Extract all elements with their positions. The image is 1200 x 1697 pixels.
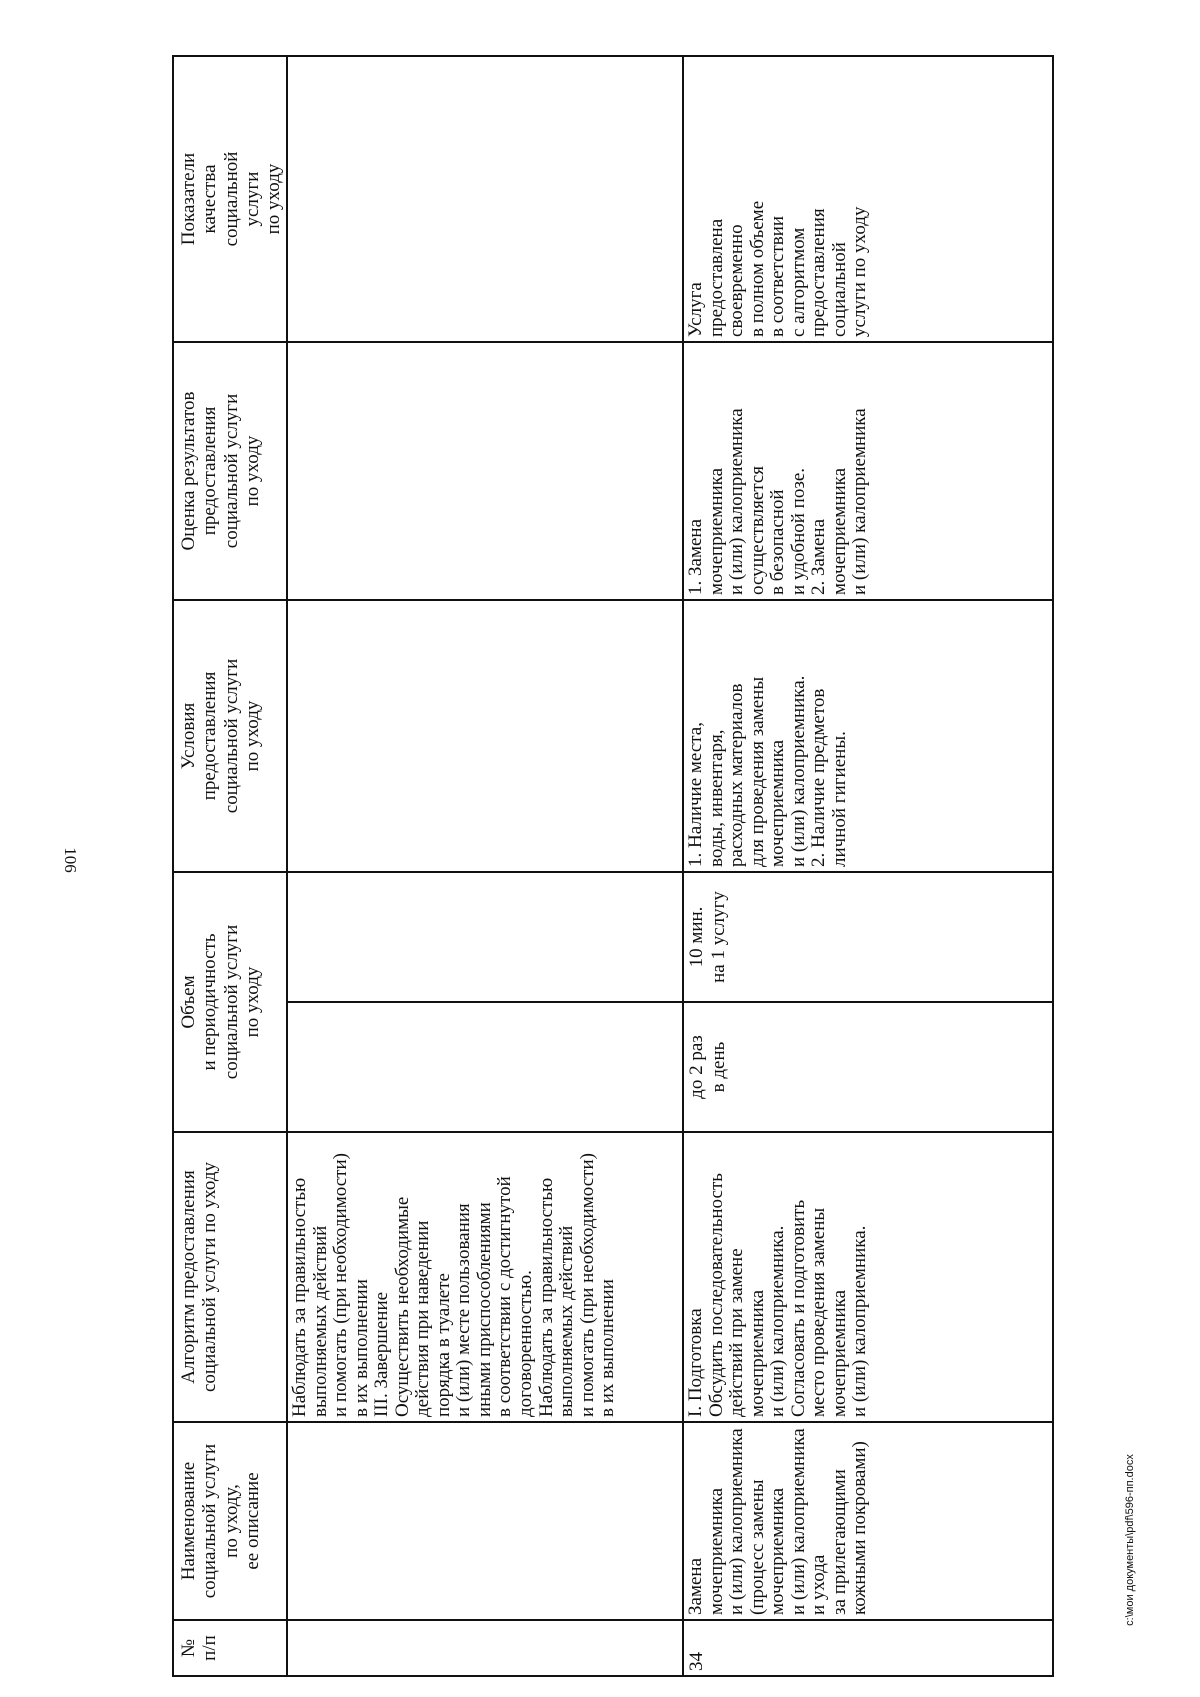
file-path-footer: c:\мои документы\pdf\596-пп.docx — [1124, 1454, 1136, 1626]
cell-periodicity: до 2 раз в день — [683, 1002, 1053, 1132]
table-row-34 — [683, 56, 1053, 1676]
header-evaluation: Оценка результатов предоставления социальной услуги по уходу — [173, 342, 287, 600]
table-row-continuation — [287, 56, 683, 1676]
cell-quality: Услуга предоставлена своевременно в полном объеме в соответствии с алгоритмом предоставления социальной услуги по уходу — [683, 56, 1053, 342]
cell-algorithm: I. Подготовка Обсудить последовательность действий при замене мочеприемника и (или) калоприемника. Согласовать и подготовить место проведения замены мочеприемника и (или) калоприемника. — [683, 1132, 1053, 1422]
cell-num: 34 — [683, 1620, 1053, 1676]
cell-conditions: 1. Наличие места, воды, инвентаря, расходных материалов для проведения замены мочеприемника и (или) калоприемника. 2. Наличие предметов личной гигиены. — [683, 600, 1053, 872]
cell-quality — [287, 56, 683, 342]
header-algorithm: Алгоритм предоставления социальной услуги по уходу — [173, 1132, 287, 1422]
cell-evaluation — [287, 342, 683, 600]
cell-name — [287, 1422, 683, 1620]
cell-name: Замена мочеприемника и (или) калоприемника (процесс замены мочеприемника и (или) калоприемника и ухода за прилегающими кожными покровами) — [683, 1422, 1053, 1620]
header-quality: Показатели качества социальной услуги по уходу — [173, 56, 287, 342]
cell-evaluation: 1. Замена мочеприемника и (или) калоприемника осуществляется в безопасной и удобной позе. 2. Замена мочеприемника и (или) калоприемника — [683, 342, 1053, 600]
cell-conditions — [287, 600, 683, 872]
cell-num — [287, 1620, 683, 1676]
header-conditions: Условия предоставления социальной услуги по уходу — [173, 600, 287, 872]
header-row — [173, 56, 287, 1676]
cell-volume: 10 мин. на 1 услугу — [683, 872, 1053, 1002]
header-num: № п/п — [173, 1620, 287, 1676]
cell-algorithm: Наблюдать за правильностью выполняемых действий и помогать (при необходимости) в их выполнении III. Завершение Осуществить необходимые действия при наведении порядка в туалете и (или) месте пользования иными приспособлениями в соответствии с достигнутой договоренностью. Наблюдать за правильностью выполняемых действий и помогать (при необходимости) в их выполнении — [287, 1132, 683, 1422]
services-table — [172, 55, 1054, 1677]
cell-periodicity — [287, 1002, 683, 1132]
header-volume: Объем и периодичность социальной услуги по уходу — [173, 872, 287, 1132]
cell-volume — [287, 872, 683, 1002]
services-table-rotated — [172, 57, 1012, 1677]
page-number: 106 — [61, 847, 80, 873]
header-name: Наименование социальной услуги по уходу, ее описание — [173, 1422, 287, 1620]
